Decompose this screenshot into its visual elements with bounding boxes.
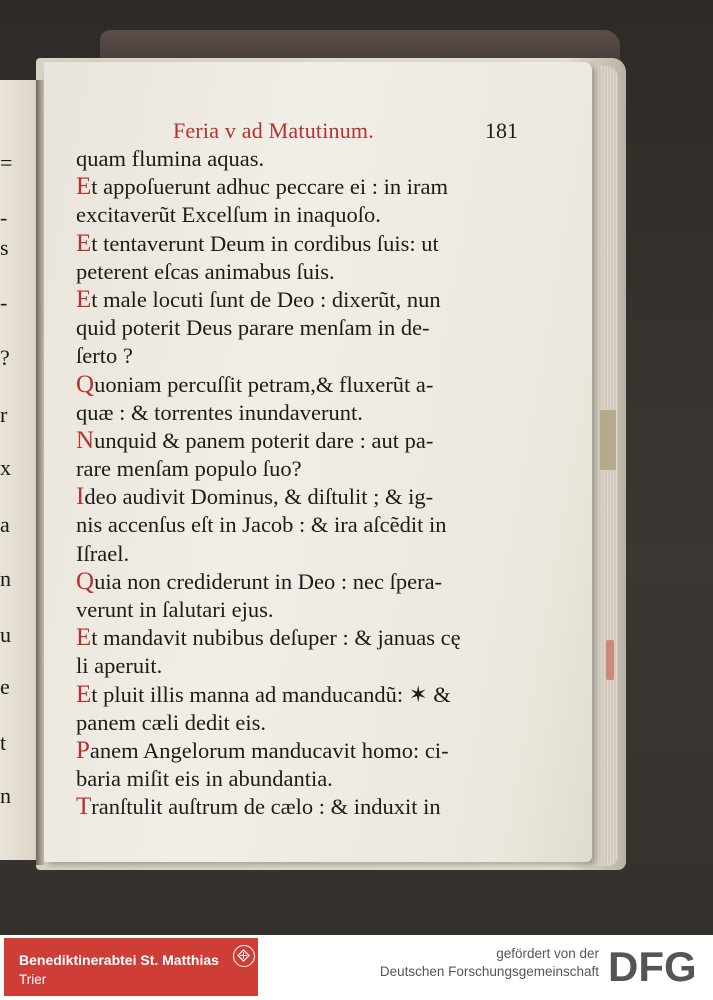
institution-city: Trier — [19, 972, 47, 987]
line-text: excitaverũt Excelſum in inaquoſo. — [76, 202, 381, 228]
left-page-fragment: - — [0, 205, 8, 230]
line-text: anem Angelorum manducavit homo: ci- — [89, 737, 449, 763]
line-text: unquid & panem poterit dare : aut pa- — [94, 427, 434, 453]
line-text: t mandavit nubibus deſuper : & januas cę — [91, 625, 461, 651]
page-header — [80, 118, 520, 148]
dfg-logo[interactable] — [608, 946, 706, 990]
line-text: quid poterit Deus parare menſam in de- — [76, 315, 430, 341]
line-text: t tentaverunt Deum in cordibus ſuis: ut — [91, 230, 439, 256]
rubricated-initial: Q — [76, 567, 95, 595]
rubricated-initial: P — [76, 736, 90, 764]
line-text: deo audivit Dominus, & diſtulit ; & ig- — [84, 484, 434, 510]
line-text: rare menſam populo ſuo? — [76, 456, 302, 482]
left-page-fragment: ? — [0, 345, 10, 370]
line-text: ranſtulit auſtrum de cælo : & induxit in — [91, 794, 441, 820]
funder-credit — [380, 945, 599, 981]
dfg-logo-text: DFG — [608, 946, 697, 986]
left-page-fragment: - — [0, 290, 8, 315]
text-line — [76, 511, 522, 539]
line-text: li aperuit. — [76, 653, 163, 679]
text-line — [76, 314, 522, 342]
text-line — [76, 145, 522, 173]
text-line — [76, 681, 522, 709]
rubricated-initial: E — [76, 680, 92, 708]
rubricated-initial: N — [76, 426, 95, 454]
text-line — [76, 540, 522, 568]
left-page-fragment: = — [0, 150, 13, 175]
text-line — [76, 709, 522, 737]
left-page-fragment: x — [0, 455, 11, 480]
text-line — [76, 483, 522, 511]
rubricated-initial: T — [76, 793, 92, 821]
line-text: uia non crediderunt in Deo : nec ſpera- — [94, 568, 443, 594]
text-line — [76, 371, 522, 399]
line-text: t appoſuerunt adhuc peccare ei : in iram — [91, 174, 448, 200]
funder-line-1: gefördert von der — [496, 946, 599, 961]
left-page-fragment: n — [0, 566, 11, 591]
text-line — [76, 596, 522, 624]
left-page-fragment: n — [0, 783, 11, 808]
line-text: Iſrael. — [76, 540, 130, 566]
left-page-fragment: r — [0, 402, 8, 427]
left-page-fragment: u — [0, 622, 11, 647]
text-line — [76, 399, 522, 427]
text-line — [76, 793, 522, 821]
line-text: panem cæli dedit eis. — [76, 709, 266, 735]
text-line — [76, 258, 522, 286]
line-text: baria miſit eis in abundantia. — [76, 766, 333, 792]
line-text: nis accenſus eſt in Jacob : & ira aſcẽdit in — [76, 512, 447, 538]
text-line — [76, 342, 522, 370]
footer-bar — [0, 935, 713, 1000]
rubricated-initial: E — [76, 624, 92, 652]
line-text: t pluit illis manna ad manducandũ: ✶ & — [91, 681, 451, 707]
psalm-text — [76, 145, 522, 822]
running-head: Feria v ad Matutinum. — [173, 118, 374, 143]
left-page-fragment: t — [0, 730, 7, 755]
abbey-logo-icon — [233, 945, 255, 967]
rubricated-initial: E — [76, 173, 92, 201]
text-line — [76, 568, 522, 596]
rubricated-initial: Q — [76, 370, 95, 398]
text-line — [76, 173, 522, 201]
institution-name: Benediktinerabtei St. Matthias — [19, 952, 219, 968]
left-page-fragment: s — [0, 235, 9, 260]
rubricated-initial: I — [76, 483, 85, 511]
text-line — [76, 737, 522, 765]
line-text: quam flumina aquas. — [76, 146, 265, 171]
line-text: t male locuti ſunt de Deo : dixerũt, nun — [91, 286, 441, 312]
text-line — [76, 427, 522, 455]
funder-line-2: Deutschen Forschungsgemeinschaft — [379, 964, 599, 979]
line-text: ſerto ? — [76, 343, 133, 369]
left-page-fragment: e — [0, 674, 10, 699]
page-number: 181 — [485, 118, 518, 143]
text-line — [76, 652, 522, 680]
page-tab-marker — [606, 640, 614, 680]
text-line — [76, 624, 522, 652]
line-text: peterent eſcas animabus ſuis. — [76, 258, 335, 284]
text-line — [76, 286, 522, 314]
page-tab-marker — [600, 410, 616, 470]
text-line — [76, 455, 522, 483]
line-text: verunt in ſalutari ejus. — [76, 597, 274, 622]
line-text: quæ : & torrentes inundaverunt. — [76, 399, 363, 425]
text-line — [76, 230, 522, 258]
institution-banner[interactable] — [4, 938, 258, 996]
dfg-logo-icon — [608, 946, 706, 986]
line-text: uoniam percuſſit petram,& fluxerũt a- — [94, 371, 434, 397]
rubricated-initial: E — [76, 229, 92, 257]
text-line — [76, 765, 522, 793]
rubricated-initial: E — [76, 285, 92, 313]
left-page-fragment: a — [0, 512, 10, 537]
text-line — [76, 201, 522, 229]
